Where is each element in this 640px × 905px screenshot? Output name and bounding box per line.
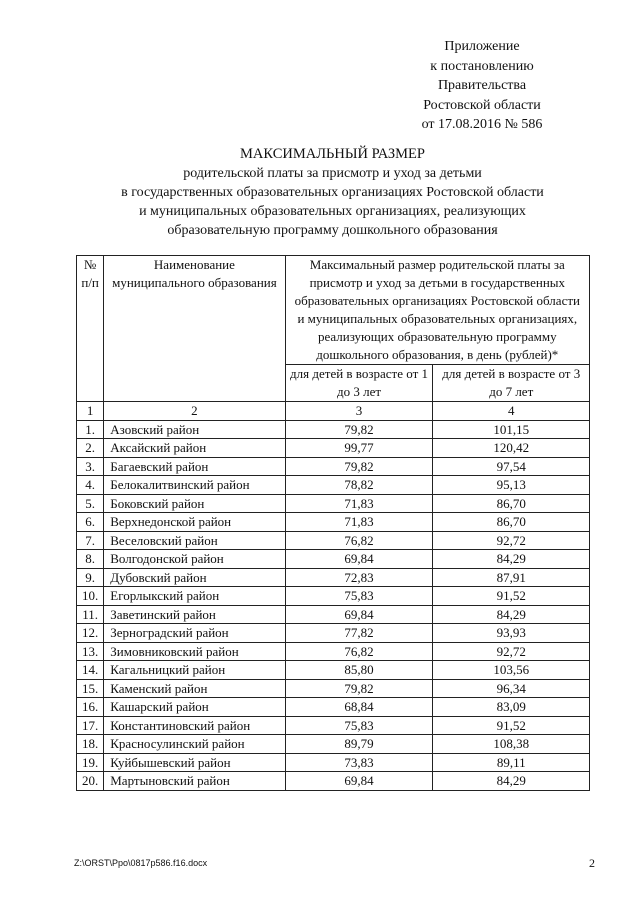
row-number: 14. [77, 661, 104, 680]
fee-age-3-7: 92,72 [433, 642, 590, 661]
district-name: Зерноградский район [104, 624, 285, 643]
district-name: Багаевский район [104, 457, 285, 476]
district-name: Белокалитвинский район [104, 476, 285, 495]
fee-age-3-7: 89,11 [433, 753, 590, 772]
fee-table [76, 255, 590, 791]
table-row [77, 531, 590, 550]
fee-age-1-3: 85,80 [285, 661, 433, 680]
district-name: Егорлыкский район [104, 587, 285, 606]
district-name: Константиновский район [104, 716, 285, 735]
title-main: МАКСИМАЛЬНЫЙ РАЗМЕР [240, 146, 425, 162]
district-name: Верхнедонской район [104, 513, 285, 532]
district-name: Азовский район [104, 420, 285, 439]
table-row [77, 457, 590, 476]
fee-age-3-7: 101,15 [433, 420, 590, 439]
row-number: 20. [77, 772, 104, 791]
district-name: Кашарский район [104, 698, 285, 717]
row-number: 9. [77, 568, 104, 587]
row-number: 1. [77, 420, 104, 439]
fee-age-1-3: 79,82 [285, 457, 433, 476]
column-index: 3 [285, 402, 433, 421]
district-name: Волгодонской район [104, 550, 285, 569]
table-row [77, 494, 590, 513]
row-number: 3. [77, 457, 104, 476]
district-name: Красносулинский район [104, 735, 285, 754]
appendix-line: к постановлению [430, 58, 534, 74]
header-num: № п/п [77, 256, 104, 402]
fee-age-3-7: 93,93 [433, 624, 590, 643]
district-name: Куйбышевский район [104, 753, 285, 772]
fee-age-3-7: 84,29 [433, 605, 590, 624]
row-number: 6. [77, 513, 104, 532]
row-number: 13. [77, 642, 104, 661]
fee-age-1-3: 75,83 [285, 587, 433, 606]
fee-age-1-3: 69,84 [285, 605, 433, 624]
document-title [40, 145, 625, 240]
page-number: 2 [589, 856, 595, 870]
row-number: 5. [77, 494, 104, 513]
header-name: Наименование муниципального образования [104, 256, 285, 402]
row-number: 8. [77, 550, 104, 569]
fee-age-3-7: 95,13 [433, 476, 590, 495]
appendix-line: Правительства [437, 78, 527, 93]
fee-age-1-3: 69,84 [285, 550, 433, 569]
table-row [77, 679, 590, 698]
row-number: 16. [77, 698, 104, 717]
fee-age-1-3: 71,83 [285, 513, 433, 532]
fee-age-1-3: 73,83 [285, 753, 433, 772]
table-row [77, 661, 590, 680]
row-number: 12. [77, 624, 104, 643]
district-name: Боковский район [104, 494, 285, 513]
fee-age-3-7: 92,72 [433, 531, 590, 550]
column-index: 1 [77, 402, 104, 421]
fee-age-3-7: 91,52 [433, 587, 590, 606]
column-index: 2 [104, 402, 285, 421]
row-number: 10. [77, 587, 104, 606]
fee-age-3-7: 97,54 [433, 457, 590, 476]
table-row [77, 624, 590, 643]
fee-age-1-3: 77,82 [285, 624, 433, 643]
row-number: 15. [77, 679, 104, 698]
fee-age-3-7: 91,52 [433, 716, 590, 735]
district-name: Мартыновский район [104, 772, 285, 791]
table-body [77, 402, 590, 791]
table-row [77, 716, 590, 735]
table-row [77, 568, 590, 587]
row-number: 17. [77, 716, 104, 735]
footer-file-path: Z:\ORST\Ppo\0817p586.f16.docx [74, 858, 208, 868]
fee-age-1-3: 79,82 [285, 420, 433, 439]
fee-age-3-7: 103,56 [433, 661, 590, 680]
fee-age-1-3: 78,82 [285, 476, 433, 495]
title-line: и муниципальных образовательных организациях, реализующих [139, 204, 526, 219]
row-number: 4. [77, 476, 104, 495]
district-name: Веселовский район [104, 531, 285, 550]
column-index-row [77, 402, 590, 421]
table-row [77, 698, 590, 717]
table-row [77, 476, 590, 495]
fee-age-1-3: 76,82 [285, 642, 433, 661]
header-age-1-3: для детей в возрасте от 1 до 3 лет [285, 365, 433, 402]
fee-age-1-3: 69,84 [285, 772, 433, 791]
table-row [77, 513, 590, 532]
table-row [77, 753, 590, 772]
table-row [77, 587, 590, 606]
district-name: Аксайский район [104, 439, 285, 458]
title-line: в государственных образовательных организациях Ростовской области [121, 185, 544, 200]
row-number: 18. [77, 735, 104, 754]
fee-age-3-7: 84,29 [433, 550, 590, 569]
district-name: Дубовский район [104, 568, 285, 587]
appendix-line: Ростовской области [423, 97, 541, 113]
table-row [77, 550, 590, 569]
fee-age-1-3: 72,83 [285, 568, 433, 587]
district-name: Кагальницкий район [104, 661, 285, 680]
fee-age-3-7: 87,91 [433, 568, 590, 587]
fee-age-1-3: 79,82 [285, 679, 433, 698]
fee-age-1-3: 99,77 [285, 439, 433, 458]
fee-age-3-7: 96,34 [433, 679, 590, 698]
row-number: 19. [77, 753, 104, 772]
row-number: 2. [77, 439, 104, 458]
fee-age-1-3: 76,82 [285, 531, 433, 550]
fee-age-3-7: 84,29 [433, 772, 590, 791]
title-line: родительской платы за присмотр и уход за детьми [183, 166, 482, 181]
district-name: Заветинский район [104, 605, 285, 624]
fee-age-1-3: 68,84 [285, 698, 433, 717]
appendix-line: от 17.08.2016 № 586 [421, 117, 543, 132]
header-age-3-7: для детей в возрасте от 3 до 7 лет [433, 365, 590, 402]
table-row [77, 439, 590, 458]
fee-age-1-3: 89,79 [285, 735, 433, 754]
fee-age-3-7: 86,70 [433, 513, 590, 532]
column-index: 4 [433, 402, 590, 421]
title-line: образовательную программу дошкольного образования [167, 223, 498, 238]
header-max-fee: Максимальный размер родительской платы за присмотр и уход за детьми в государственных образовательных организациях Ростовской области и муниципальных образовательных организациях, реализующих образовательную программу дошкольного образования, в день (рублей)* [285, 256, 589, 365]
appendix-block [397, 37, 567, 135]
table-row [77, 772, 590, 791]
district-name: Каменский район [104, 679, 285, 698]
fee-age-3-7: 120,42 [433, 439, 590, 458]
appendix-line: Приложение [444, 39, 520, 54]
fee-age-3-7: 108,38 [433, 735, 590, 754]
fee-age-1-3: 71,83 [285, 494, 433, 513]
fee-age-3-7: 86,70 [433, 494, 590, 513]
fee-age-1-3: 75,83 [285, 716, 433, 735]
table-row [77, 605, 590, 624]
table-row [77, 735, 590, 754]
district-name: Зимовниковский район [104, 642, 285, 661]
fee-age-3-7: 83,09 [433, 698, 590, 717]
row-number: 7. [77, 531, 104, 550]
row-number: 11. [77, 605, 104, 624]
table-row [77, 642, 590, 661]
table-row [77, 420, 590, 439]
